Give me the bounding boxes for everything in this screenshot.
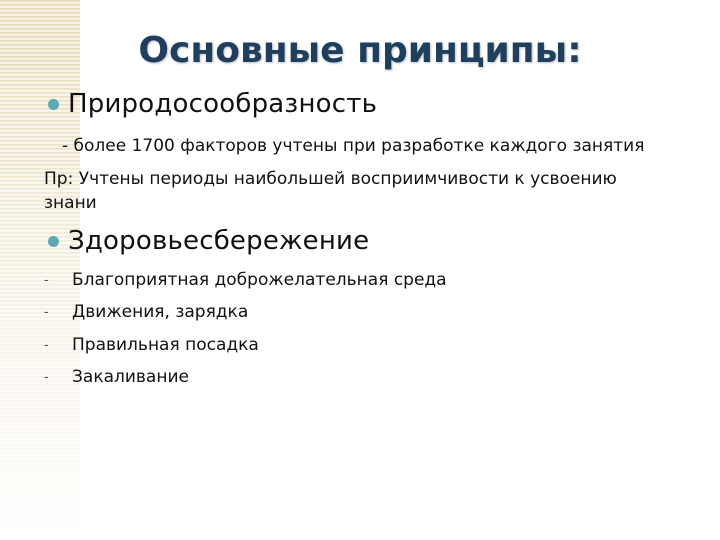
bullet-heading-prirodosoobraznost [48, 89, 377, 119]
body-line: знани [44, 193, 97, 213]
dash-marker: - [44, 369, 49, 385]
list-item [44, 302, 248, 322]
dash-marker: - [44, 272, 49, 288]
list-item [44, 367, 189, 387]
list-item-text: Движения, зарядка [72, 302, 249, 322]
bullet-icon [48, 99, 59, 110]
body-line: Пр: Учтены периоды наибольшей восприимчивости к усвоению [44, 169, 617, 189]
list-item-text: Закаливание [72, 367, 189, 387]
list-item-text: Благоприятная доброжелательная среда [72, 270, 447, 290]
list-item-text: Правильная посадка [72, 335, 259, 355]
list-item [44, 335, 259, 355]
dash-marker: - [44, 337, 49, 353]
body-line: - более 1700 факторов учтены при разработке каждого занятия [62, 136, 645, 156]
bullet-heading-zdorovesberezhenie [48, 226, 369, 256]
dash-marker: - [44, 304, 49, 320]
list-item [44, 270, 447, 290]
slide-title: Основные принципы: [138, 30, 582, 71]
section-heading: Здоровьесбережение [68, 226, 370, 256]
section-heading: Природосообразность [68, 89, 378, 119]
bullet-icon [48, 236, 59, 247]
